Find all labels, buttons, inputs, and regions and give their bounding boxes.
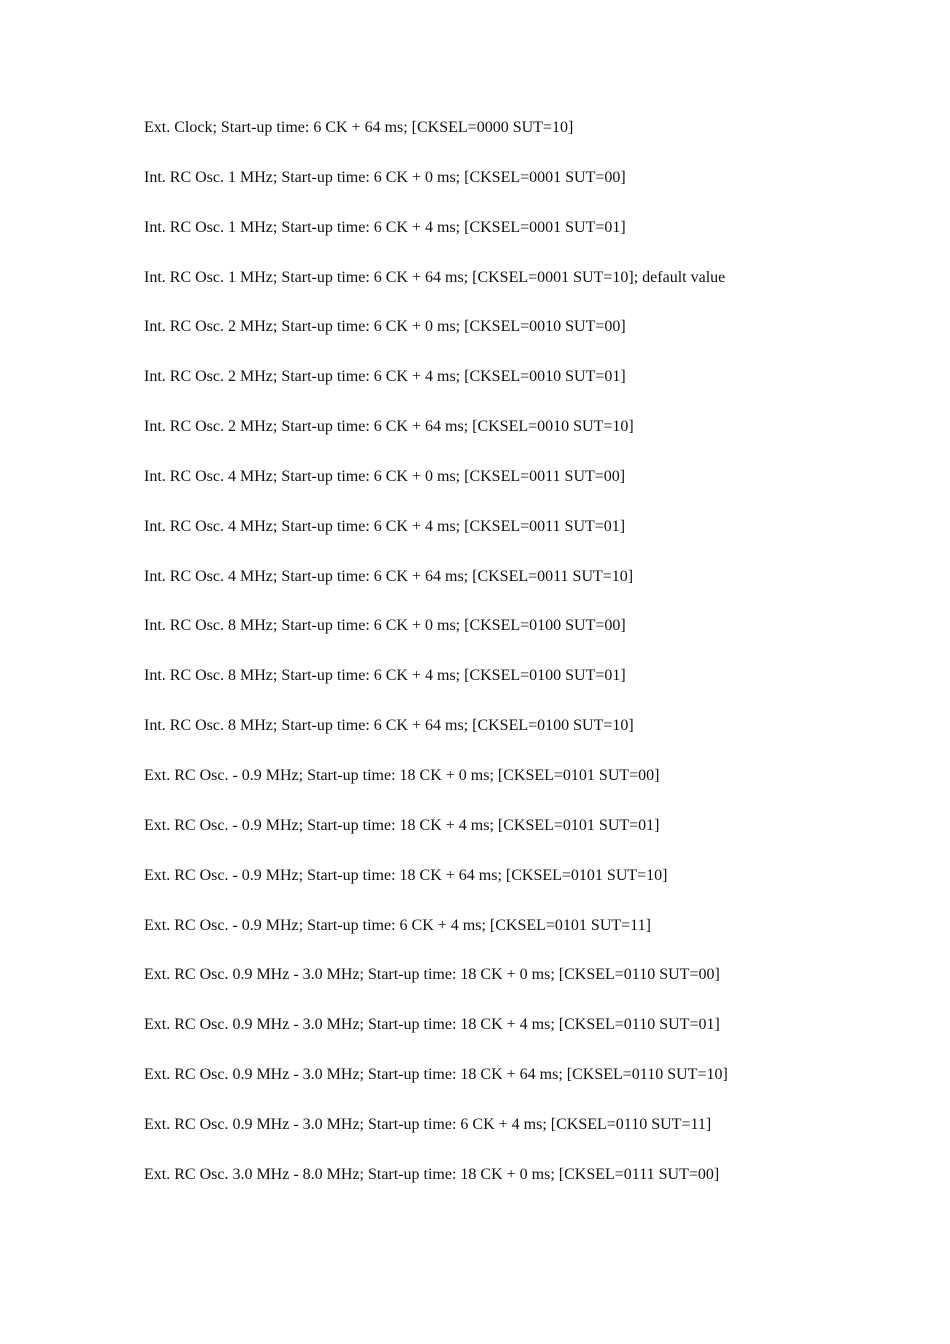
clock-option-line: Ext. RC Osc. 0.9 MHz - 3.0 MHz; Start-up time: 18 CK + 0 ms; [CKSEL=0110 SUT=00] xyxy=(144,966,720,984)
clock-option-line: Int. RC Osc. 2 MHz; Start-up time: 6 CK + 0 ms; [CKSEL=0010 SUT=00] xyxy=(144,318,626,336)
clock-option-line: Int. RC Osc. 4 MHz; Start-up time: 6 CK + 64 ms; [CKSEL=0011 SUT=10] xyxy=(144,567,634,585)
clock-option-line: Ext. RC Osc. - 0.9 MHz; Start-up time: 18 CK + 0 ms; [CKSEL=0101 SUT=00] xyxy=(144,766,660,784)
clock-option-line: Int. RC Osc. 8 MHz; Start-up time: 6 CK + 0 ms; [CKSEL=0100 SUT=00] xyxy=(144,617,626,635)
clock-option-line: Ext. RC Osc. 0.9 MHz - 3.0 MHz; Start-up time: 18 CK + 64 ms; [CKSEL=0110 SUT=10] xyxy=(144,1066,728,1084)
clock-option-line: Int. RC Osc. 2 MHz; Start-up time: 6 CK + 64 ms; [CKSEL=0010 SUT=10] xyxy=(144,418,634,436)
clock-option-line: Int. RC Osc. 1 MHz; Start-up time: 6 CK + 4 ms; [CKSEL=0001 SUT=01] xyxy=(144,218,626,236)
clock-option-line: Ext. RC Osc. 0.9 MHz - 3.0 MHz; Start-up time: 18 CK + 4 ms; [CKSEL=0110 SUT=01] xyxy=(144,1016,720,1034)
clock-option-line: Int. RC Osc. 2 MHz; Start-up time: 6 CK + 4 ms; [CKSEL=0010 SUT=01] xyxy=(144,368,626,386)
clock-option-line: Int. RC Osc. 8 MHz; Start-up time: 6 CK + 4 ms; [CKSEL=0100 SUT=01] xyxy=(144,667,626,685)
clock-option-line: Ext. RC Osc. - 0.9 MHz; Start-up time: 18 CK + 64 ms; [CKSEL=0101 SUT=10] xyxy=(144,866,668,884)
clock-option-line: Ext. RC Osc. - 0.9 MHz; Start-up time: 18 CK + 4 ms; [CKSEL=0101 SUT=01] xyxy=(144,816,660,834)
clock-option-line: Ext. RC Osc. 3.0 MHz - 8.0 MHz; Start-up time: 18 CK + 0 ms; [CKSEL=0111 SUT=00] xyxy=(144,1165,720,1183)
clock-option-line: Ext. Clock; Start-up time: 6 CK + 64 ms; [CKSEL=0000 SUT=10] xyxy=(144,119,574,136)
clock-option-line: Int. RC Osc. 4 MHz; Start-up time: 6 CK + 0 ms; [CKSEL=0011 SUT=00] xyxy=(144,467,626,485)
clock-option-line: Int. RC Osc. 1 MHz; Start-up time: 6 CK + 0 ms; [CKSEL=0001 SUT=00] xyxy=(144,168,626,186)
clock-option-line: Int. RC Osc. 1 MHz; Start-up time: 6 CK + 64 ms; [CKSEL=0001 SUT=10]; default value xyxy=(144,268,726,286)
clock-option-line: Int. RC Osc. 4 MHz; Start-up time: 6 CK + 4 ms; [CKSEL=0011 SUT=01] xyxy=(144,517,626,535)
clock-option-line: Ext. RC Osc. 0.9 MHz - 3.0 MHz; Start-up time: 6 CK + 4 ms; [CKSEL=0110 SUT=11] xyxy=(144,1115,712,1133)
clock-option-line: Int. RC Osc. 8 MHz; Start-up time: 6 CK + 64 ms; [CKSEL=0100 SUT=10] xyxy=(144,717,634,735)
clock-option-line: Ext. RC Osc. - 0.9 MHz; Start-up time: 6 CK + 4 ms; [CKSEL=0101 SUT=11] xyxy=(144,916,651,934)
clock-options-list xyxy=(144,117,728,1214)
